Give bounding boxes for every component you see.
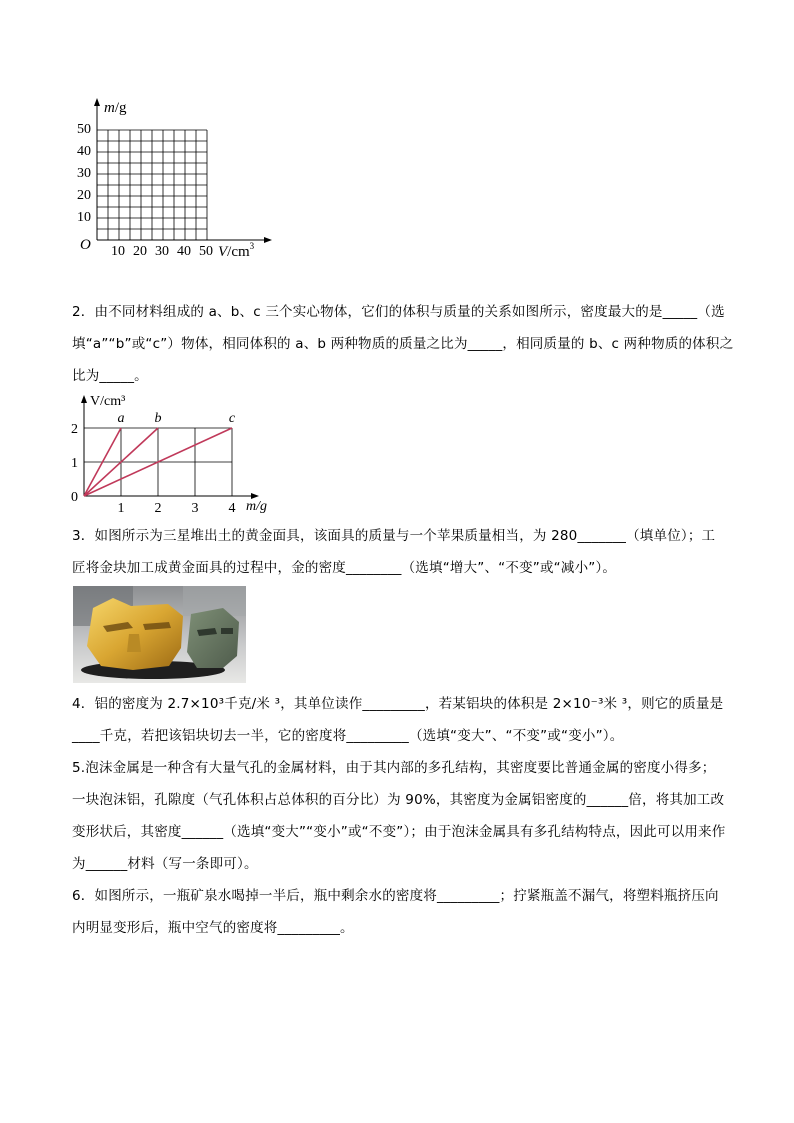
x-tick-50: 50 [199,244,213,259]
x-tick-20: 20 [133,244,147,259]
q2-line-3: 比为_____。 [72,368,148,384]
chart2-x-axis-label: m/g [246,499,267,514]
y-tick-10: 10 [77,210,91,225]
q4-line-2: ____千克，若把该铝块切去一半，它的密度将_________（选填“变大”、“不变”或“变小”）。 [72,728,624,744]
chart2-y-axis-label: V/cm³ [90,394,126,409]
q5-line-1: 5.泡沫金属是一种含有大量气孔的金属材料，由于其内部的多孔结构，其密度要比普通金属的密度小得多； [72,760,716,776]
gold-mask-illustration [73,586,246,683]
chart2-x-tick-3: 3 [191,501,199,516]
chart2-y-tick-2: 2 [71,422,78,437]
x-axis-arrow [264,237,272,243]
y-tick-30: 30 [77,166,91,181]
origin-label: O [80,237,91,253]
x-axis-label: $V/cm^3$ [218,241,255,260]
chart2-x-tick-2: 2 [154,501,162,516]
chart2-y-axis-arrow [81,395,87,403]
q3-line-2: 匠将金块加工成黄金面具的过程中，金的密度________（选填“增大”、“不变”或“减小”）。 [72,560,617,576]
q5-line-4: 为______材料（写一条即可）。 [72,856,258,872]
chart2-y-tick-1: 1 [71,456,78,471]
series-label-a: a [117,411,125,426]
grid-lines [97,130,207,240]
series-label-b: b [154,411,162,426]
y-tick-20: 20 [77,188,91,203]
mass-volume-grid-chart [60,90,280,270]
q2-line-1: 2．由不同材料组成的 a、b、c 三个实心物体，它们的体积与质量的关系如图所示，密度最大的是_____（选 [72,304,725,320]
x-tick-10: 10 [111,244,125,259]
q6-line-1: 6．如图所示，一瓶矿泉水喝掉一半后，瓶中剩余水的密度将_________；拧紧瓶盖不漏气，将塑料瓶挤压向 [72,888,719,904]
gold-mask-photo [73,586,246,683]
volume-mass-line-chart [60,388,280,518]
q5-line-3: 变形状后，其密度______（选填“变大”“变小”或“不变”）；由于泡沫金属具有多孔结构特点，因此可以用来作 [72,824,726,840]
q3-line-1: 3．如图所示为三星堆出土的黄金面具，该面具的质量与一个苹果质量相当，为 280_______（填单位）；工 [72,528,716,544]
chart2-y-tick-0: 0 [71,490,78,505]
q4-line-1: 4．铝的密度为 2.7×10³千克/米 ³，其单位读作_________，若某铝块的体积是 2×10⁻³米 ³，则它的质量是 [72,696,724,712]
series-label-c: c [228,411,236,426]
y-axis-label: m/g [104,100,127,116]
q6-line-2: 内明显变形后，瓶中空气的密度将_________。 [72,920,354,936]
q5-line-2: 一块泡沫铝，孔隙度（气孔体积占总体积的百分比）为 90%，其密度为金属铝密度的______倍，将其加工改 [72,792,725,808]
q2-line-2: 填“a”“b”或“c”）物体，相同体积的 a、b 两种物质的质量之比为_____，相同质量的 b、c 两种物质的体积之 [72,336,734,352]
x-tick-30: 30 [155,244,169,259]
y-axis-arrow [94,98,100,106]
x-tick-40: 40 [177,244,191,259]
y-tick-40: 40 [77,144,91,159]
chart2-x-tick-4: 4 [228,501,236,516]
y-tick-50: 50 [77,122,91,137]
chart2-x-tick-1: 1 [117,501,125,516]
